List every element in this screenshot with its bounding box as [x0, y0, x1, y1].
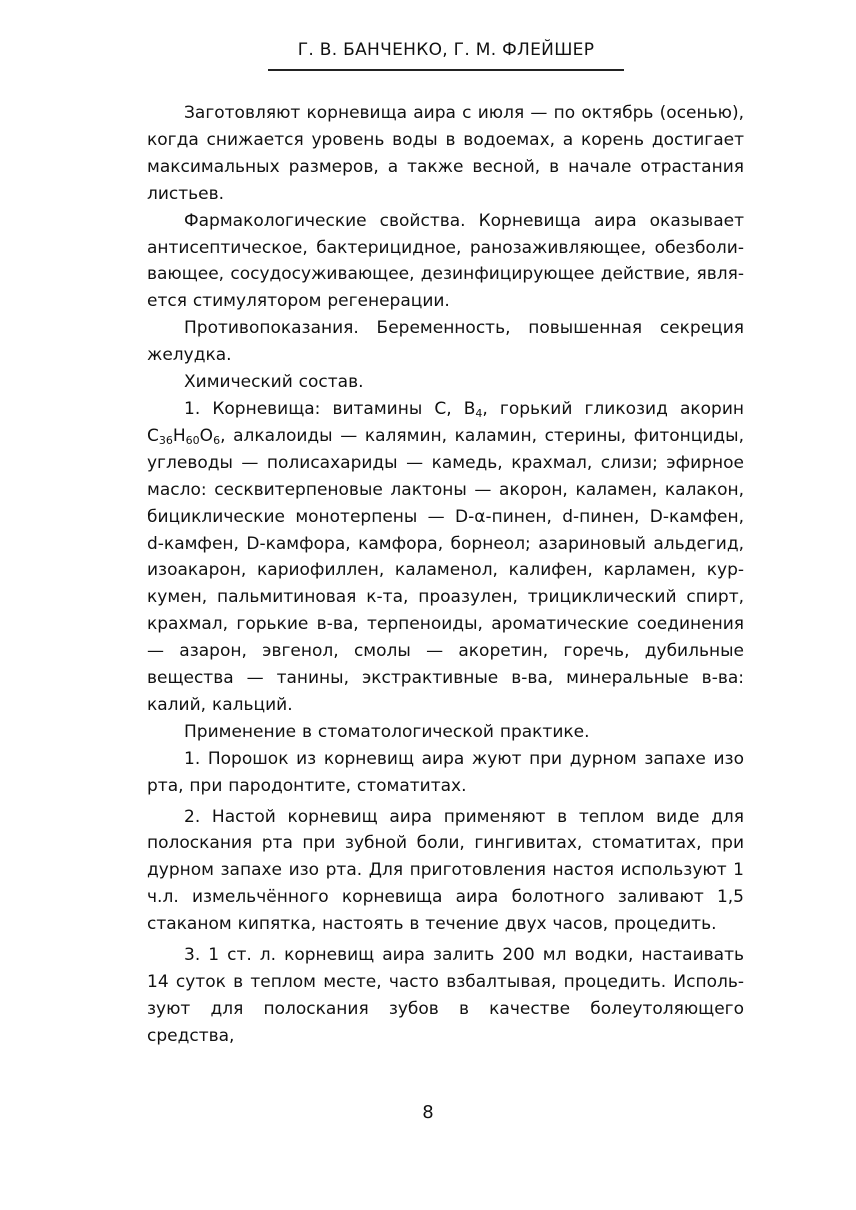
heading-dental-application: Применение в стоматологической практике.	[184, 721, 590, 742]
page-body	[147, 100, 744, 1050]
chemistry-text-start: 1. Корневища: витамины С, В	[184, 398, 476, 419]
formula-oxygen-subscript: 6	[213, 433, 221, 447]
paragraph-harvest: Заготовляют корневища аира с июля — по октябрь (осенью), когда снижается уровень воды в водоемах, а корень достигает максимальных размеров, а также весной, в начале отрастания листьев.	[147, 103, 744, 204]
paragraph-chemistry-1	[147, 396, 744, 719]
formula-carbon-subscript: 36	[158, 433, 173, 447]
page-number: 8	[422, 1102, 434, 1123]
paragraph-application-3: 3. 1 ст. л. корневищ аира залить 200 мл водки, настаивать 14 суток в теплом месте, часто взбалтывая, процедить. Используют для полоскания зубов в качестве болеутоляющего средства,	[147, 945, 744, 1046]
formula-hydrogen-subscript: 60	[185, 433, 200, 447]
chemistry-text-end: , алкалоиды — калямин, каламин, стерины, фитонциды, углеводы — полисахариды — камедь, крахмал, слизи; эфирное масло: сесквитерпеновые лактоны — акорон, каламен, калакон, бициклические монотерпены — D-α-пинен, d-пинен, D-камфен, d-камфен, D-камфора, камфора, борнеол; азариновый альдегид, изоакарон, кариофиллен, каламенол, калифен, карламен, куркумен, пальмитиновая к-та, проазулен, трициклический спирт, крахмал, горькие в-ва, терпеноиды, ароматические соединения — азарон, эвгенол, смолы — акоретин, горечь, дубильные вещества — танины, экстрактивные в-ва, минеральные в-ва: калий, кальций.	[147, 425, 744, 715]
paragraph-application-2: 2. Настой корневищ аира применяют в теплом виде для полоскания рта при зубной боли, гингивитах, стоматитах, при дурном запахе изо рта. Для приготовления настоя используют 1 ч.л. измельчённого корневища аира болотного заливают 1,5 стаканом кипятка, настоять в течение двух часов, процедить.	[147, 806, 744, 935]
paragraph-contraindications: Противопоказания. Беременность, повышенная секреция желудка.	[147, 318, 744, 366]
running-header-authors: Г. В. БАНЧЕНКО, Г. М. ФЛЕЙШЕР	[297, 40, 595, 60]
formula-oxygen-letter: О	[199, 425, 214, 446]
header-rule	[268, 69, 624, 71]
formula-hydrogen-letter: Н	[172, 425, 186, 446]
vitamin-subscript: 4	[475, 406, 483, 420]
paragraph-pharmacology: Фармакологические свойства. Корневища аира оказывает антисептическое, бактерицидное, ранозаживляющее, обезболивающее, сосудосуживающее, дезинфицирующее действие, является стимулятором регенерации.	[147, 210, 744, 312]
paragraph-application-1: 1. Порошок из корневищ аира жуют при дурном запахе изо рта, при пародонтите, стоматитах.	[147, 748, 744, 796]
heading-chemical-composition: Химический состав.	[184, 372, 364, 393]
chemistry-text-mid: , горький гликозид акорин С	[147, 398, 744, 446]
